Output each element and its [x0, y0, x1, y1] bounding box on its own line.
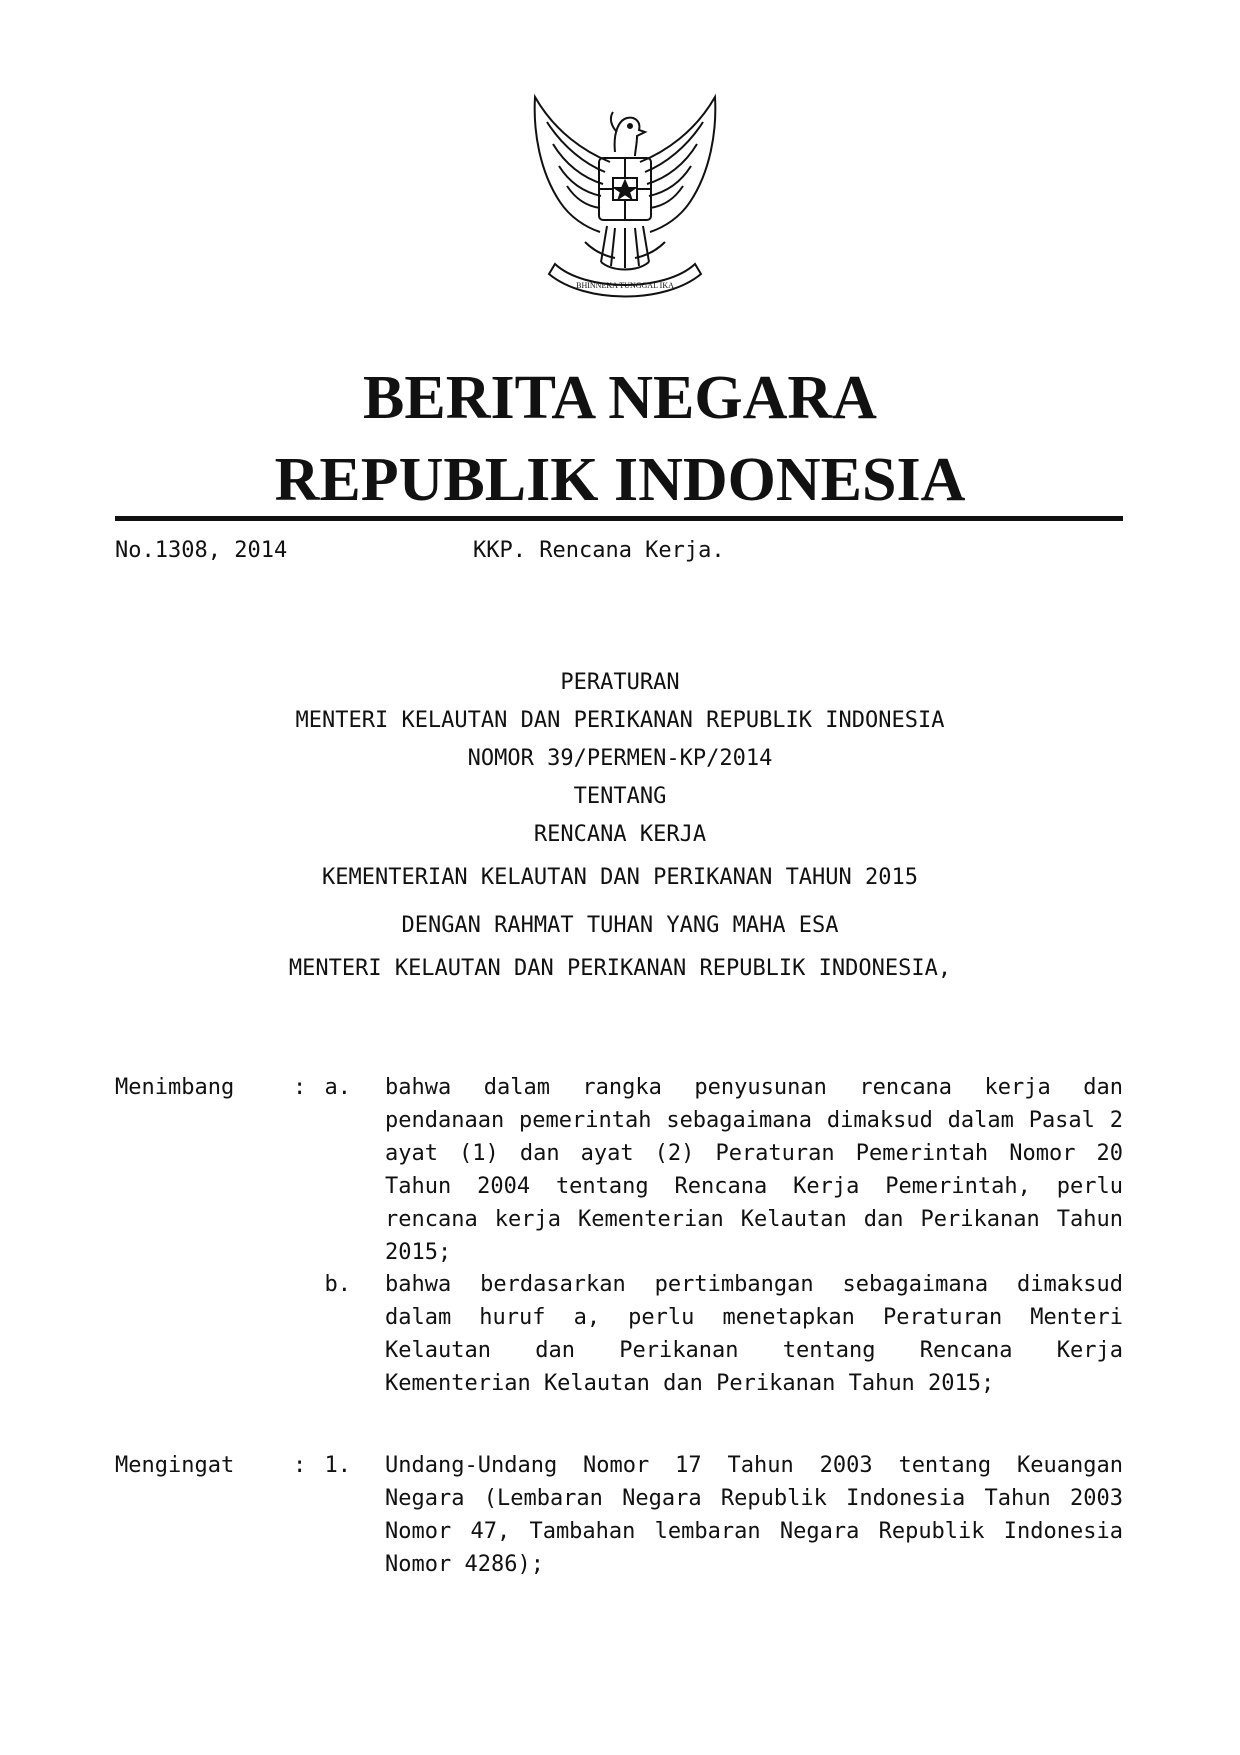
menimbang-item-b-text: bahwa berdasarkan pertimbangan sebagaimana dimaksud dalam huruf a, perlu menetapkan Peraturan Menteri Kelautan dan Perikanan tentang Rencana Kerja Kementerian Kelautan dan Perikanan Tahun 2015; [385, 1272, 1123, 1396]
issuing-authority: MENTERI KELAUTAN DAN PERIKANAN REPUBLIK INDONESIA [295, 708, 945, 733]
menimbang-item-b-mark: b. [324, 1272, 351, 1297]
svg-text:BHINNEKA TUNGGAL IKA: BHINNEKA TUNGGAL IKA [576, 281, 674, 290]
gazette-number: No.1308, 2014 [115, 538, 288, 563]
mengingat-colon: : [293, 1453, 307, 1478]
regulation-number: NOMOR 39/PERMEN-KP/2014 [467, 746, 773, 771]
mengingat-item-1-mark: 1. [324, 1453, 351, 1478]
gazette-topic: KKP. Rencana Kerja. [473, 538, 725, 563]
masthead-divider [115, 516, 1123, 521]
menimbang-colon: : [293, 1075, 307, 1100]
mengingat-item-1-text: Undang-Undang Nomor 17 Tahun 2003 tentang Keuangan Negara (Lembaran Negara Republik Indonesia Tahun 2003 Nomor 47, Tambahan lembaran Negara Republik Indonesia Nomor 4286); [385, 1453, 1123, 1577]
menimbang-item-a-mark: a. [324, 1075, 351, 1100]
invocation: DENGAN RAHMAT TUHAN YANG MAHA ESA [401, 913, 839, 938]
regulation-about-label: TENTANG [573, 784, 667, 809]
menimbang-label: Menimbang [115, 1075, 235, 1100]
garuda-pancasila-emblem-icon [515, 92, 735, 304]
regulation-subject-line-2: KEMENTERIAN KELAUTAN DAN PERIKANAN TAHUN 2015 [321, 865, 919, 890]
regulation-subject-line-1: RENCANA KERJA [533, 822, 707, 847]
enacting-authority: MENTERI KELAUTAN DAN PERIKANAN REPUBLIK INDONESIA, [288, 956, 952, 981]
masthead-title-line-1: BERITA NEGARA [363, 364, 877, 432]
mengingat-label: Mengingat [115, 1453, 235, 1478]
regulation-title-block [0, 664, 1240, 988]
masthead-title-line-2: REPUBLIK INDONESIA [274, 446, 966, 514]
regulation-type: PERATURAN [560, 670, 680, 695]
menimbang-item-a-text: bahwa dalam rangka penyusunan rencana kerja dan pendanaan pemerintah sebagaimana dimaksud dalam Pasal 2 ayat (1) dan ayat (2) Peraturan Pemerintah Nomor 20 Tahun 2004 tentang Rencana Kerja Pemerintah, perlu rencana kerja Kementerian Kelautan dan Perikanan Tahun 2015; [385, 1075, 1123, 1265]
